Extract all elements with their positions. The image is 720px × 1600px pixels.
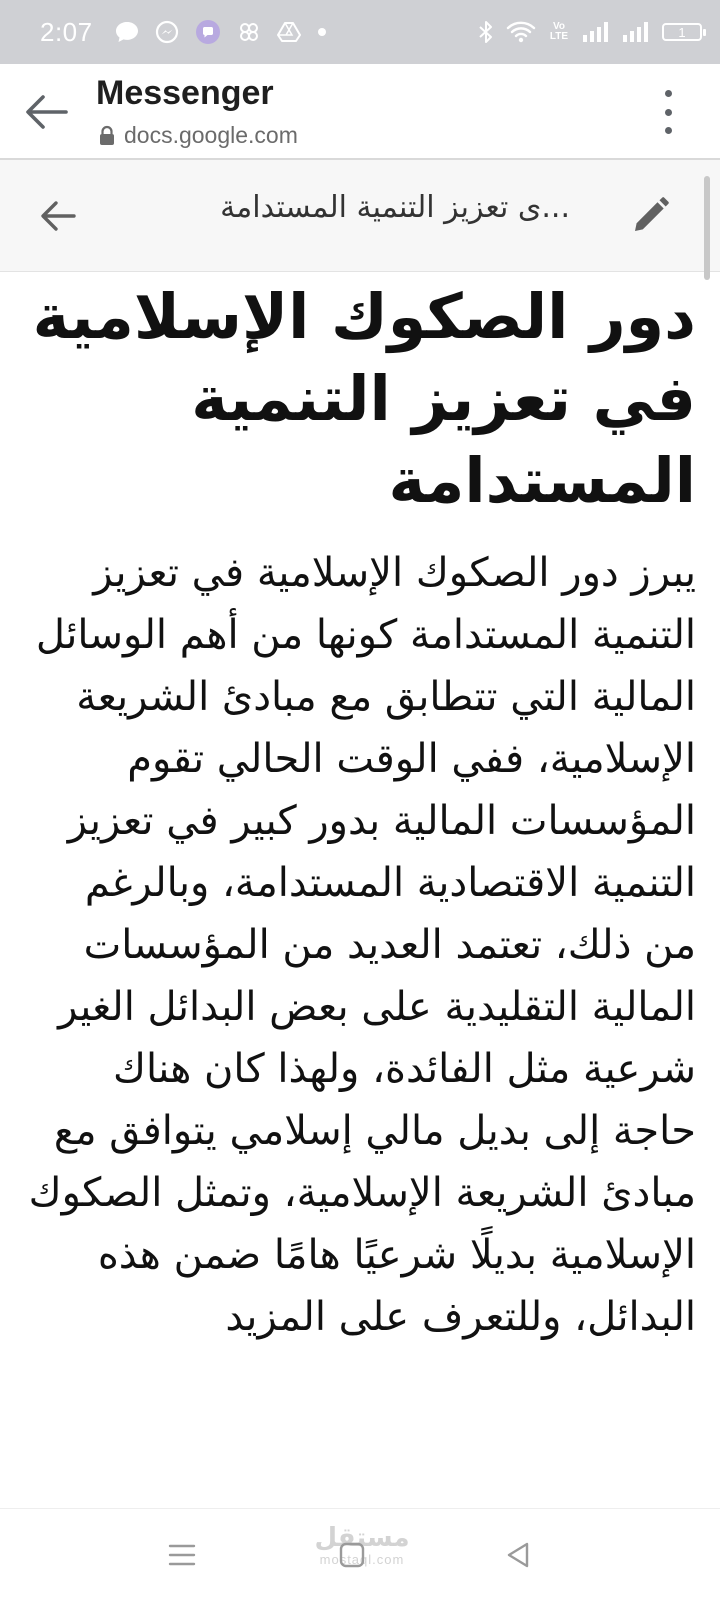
document-paragraph: يبرز دور الصكوك الإسلامية في تعزيز التنمية المستدامة كونها من أهم الوسائل المالية التي تتطابق مع مبادئ الشريعة الإسلامية، ففي الوقت الحالي تقوم المؤسسات المالية بدور كبير في تعزيز التنمية الاقتصادية المستدامة، وبالرغم من ذلك، تعتمد العديد من المؤسسات المالية التقليدية على بعض البدائل الغير شرعية مثل الفائدة، ولهذا كان هناك حاجة إلى بديل مالي إسلامي يتوافق مع مبادئ الشريعة الإسلامية، وتمثل الصكوك الإسلامية بديلًا شرعيًا هامًا ضمن هذه البدائل، وللتعرف على المزيد: [28, 550, 696, 1340]
overflow-menu-button[interactable]: [660, 90, 676, 134]
lock-icon: [98, 125, 116, 147]
header-url-row: [98, 122, 298, 149]
home-icon: [338, 1541, 366, 1569]
status-time: 2:07: [40, 16, 93, 47]
signal-icon: [622, 21, 650, 43]
viber-icon: [195, 19, 221, 45]
back-nav-button[interactable]: [500, 1537, 536, 1573]
header-back-button[interactable]: [20, 86, 72, 138]
battery-icon: [662, 23, 702, 41]
watermark-latin: mostaql.com: [319, 1552, 405, 1567]
battery-level: 1: [678, 24, 686, 40]
menu-dot: [665, 127, 672, 134]
header-title: Messenger: [96, 74, 274, 112]
doc-title: ...ى تعزيز التنمية المستدامة: [220, 190, 570, 225]
system-nav-bar: [0, 1508, 720, 1600]
messenger-icon: [155, 20, 179, 44]
status-bar: [0, 0, 720, 64]
doc-back-button[interactable]: [34, 192, 82, 240]
menu-dot: [665, 109, 672, 116]
watermark-arabic: مستقل: [314, 1523, 410, 1553]
arrow-left-icon: [40, 200, 76, 232]
pinwheel-icon: [237, 20, 261, 44]
pencil-icon: [630, 196, 670, 236]
app-header: [0, 64, 720, 160]
bluetooth-icon: [478, 20, 494, 44]
document-body: [24, 276, 696, 1508]
dot-icon: [317, 27, 327, 37]
system-icons: [478, 20, 702, 44]
menu-dot: [665, 90, 672, 97]
volte-icon: [548, 22, 570, 42]
back-triangle-icon: [505, 1541, 531, 1569]
doc-toolbar: [0, 160, 720, 272]
signal-icon: [582, 21, 610, 43]
recent-apps-icon: [168, 1543, 196, 1567]
notification-icons: [115, 19, 327, 45]
document-heading: دور الصكوك الإسلامية في تعزيز التنمية المستدامة: [32, 280, 696, 517]
arrow-left-icon: [24, 94, 68, 130]
chat-bubble-icon: [115, 21, 139, 43]
scrollbar-thumb[interactable]: [704, 176, 710, 280]
recent-apps-button[interactable]: [164, 1537, 200, 1573]
edit-button[interactable]: [626, 192, 674, 240]
home-button[interactable]: [334, 1537, 370, 1573]
drive-icon: [277, 21, 301, 43]
volte-label: Vo LTE: [549, 21, 569, 42]
header-url: docs.google.com: [124, 122, 298, 148]
wifi-icon: [506, 21, 536, 43]
